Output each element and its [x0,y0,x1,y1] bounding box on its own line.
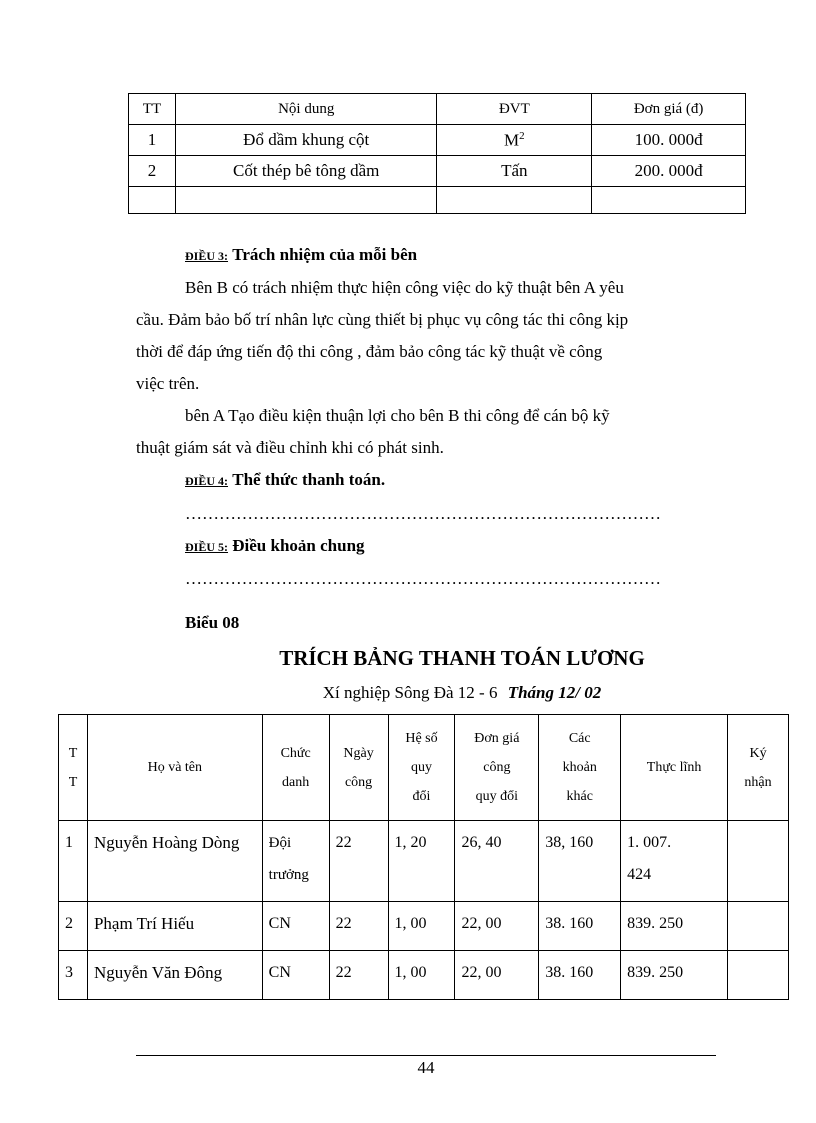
cell-rate: 22, 00 [455,902,539,951]
cell-title: CN [262,951,329,1000]
table-row [129,156,746,187]
article3-title: Trách nhiệm của mỗi bên [232,245,418,264]
cell-title: CN [262,902,329,951]
cell-sign [728,951,789,1000]
cell-name: Nguyễn Văn Đông [87,951,262,1000]
article4-dots: ………………………………………………………………………… [185,504,661,523]
cell-tt: 2 [59,902,88,951]
article3-line: bên A Tạo điều kiện thuận lợi cho bên B thi công để cán bộ kỹ [185,406,610,425]
cell-other: 38. 160 [539,902,621,951]
cell-content: Đổ dầm khung cột [175,125,437,156]
cell-sign [728,821,789,902]
col-header-other: Các khoản khác [539,715,621,821]
cell-days: 22 [329,821,388,902]
col-header-sign: Ký nhận [728,715,789,821]
cell-net: 839. 250 [621,951,728,1000]
article3-line: cầu. Đảm bảo bố trí nhân lực cùng thiết bị phục vụ công tác thi công kịp [136,310,629,329]
article5-heading [185,529,365,564]
table-row [59,902,789,951]
cell-net: 839. 250 [621,902,728,951]
cell-unit: Tấn [437,156,592,187]
col-header-rate: Đơn giá công quy đổi [455,715,539,821]
col-header-coef: Hệ số quy đổi [388,715,455,821]
col-header-tt: T T [59,715,88,821]
cell-net: 1. 007. 424 [621,821,728,902]
form-subtitle [0,683,816,703]
cell-rate: 26, 40 [455,821,539,902]
col-header-unit: ĐVT [437,94,592,125]
col-header-net: Thực lĩnh [621,715,728,821]
cell-coef: 1, 00 [388,902,455,951]
subtitle-unit: Xí nghiệp Sông Đà 12 - 6 [322,683,498,702]
cell-other: 38, 160 [539,821,621,902]
table-header-row [59,715,789,821]
page-number: 44 [417,1058,435,1077]
article5-label: ĐIỀU 5: [185,540,229,554]
price-table [128,93,746,214]
col-header-content: Nội dung [175,94,437,125]
col-header-days: Ngày công [329,715,388,821]
subtitle-month: Tháng 12/ 02 [507,683,602,702]
cell-unit: $M^2$ [437,125,592,156]
cell-tt: 1 [129,125,176,156]
col-header-name: Họ và tên [87,715,262,821]
article3-line: Bên B có trách nhiệm thực hiện công việc do kỹ thuật bên A yêu [185,278,624,297]
article4-heading [185,463,385,498]
article4-title: Thể thức thanh toán. [232,470,386,489]
article3-label: ĐIỀU 3: [185,249,229,263]
cell-tt: 3 [59,951,88,1000]
col-header-price: Đơn giá (đ) [592,94,746,125]
article3-line: việc trên. [136,374,200,393]
cell-name: Nguyễn Hoàng Dòng [87,821,262,902]
article3-heading [185,238,417,273]
col-header-tt: TT [129,94,176,125]
cell-coef: 1, 00 [388,951,455,1000]
cell-tt: 2 [129,156,176,187]
table-row [129,125,746,156]
article5-title: Điều khoản chung [232,536,365,555]
cell-tt: 1 [59,821,88,902]
footer-rule [136,1055,716,1056]
cell-days: 22 [329,902,388,951]
cell-content: Cốt thép bê tông dầm [175,156,437,187]
cell-title: Đội trưởng [262,821,329,902]
cell-price: 100. 000đ [592,125,746,156]
col-header-title: Chức danh [262,715,329,821]
salary-table [58,714,789,1000]
table-row [59,951,789,1000]
table-row-empty [129,187,746,214]
article3-line: thuật giám sát và điều chỉnh khi có phát sinh. [136,438,444,457]
article4-label: ĐIỀU 4: [185,474,229,488]
cell-days: 22 [329,951,388,1000]
cell-coef: 1, 20 [388,821,455,902]
table-row [59,821,789,902]
form-title: TRÍCH BẢNG THANH TOÁN LƯƠNG [279,646,645,670]
table-header-row [129,94,746,125]
cell-sign [728,902,789,951]
cell-other: 38. 160 [539,951,621,1000]
article5-dots: ………………………………………………………………………… [185,569,661,588]
form-label: Biểu 08 [185,613,240,632]
cell-name: Phạm Trí Hiếu [87,902,262,951]
cell-rate: 22, 00 [455,951,539,1000]
article3-line: thời để đáp ứng tiến độ thi công , đảm bảo công tác kỹ thuật về công [136,342,603,361]
cell-price: 200. 000đ [592,156,746,187]
